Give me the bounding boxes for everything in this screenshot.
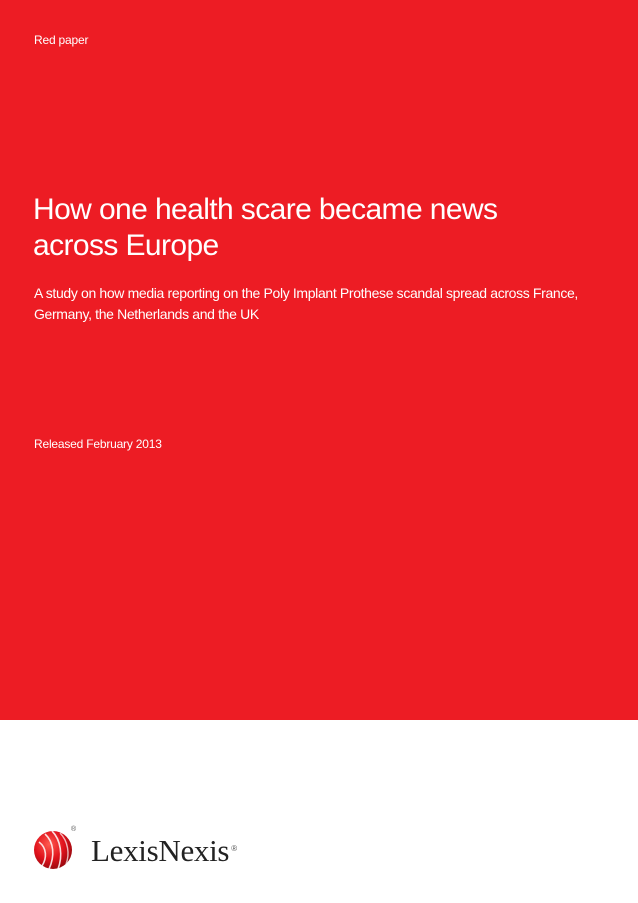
document-type-label: Red paper xyxy=(34,33,89,47)
logo-wordmark xyxy=(91,832,237,868)
logo-registered-mark: ® xyxy=(231,843,237,853)
logo-wordmark-text: LexisNexis xyxy=(91,832,230,868)
lexisnexis-globe-icon xyxy=(33,828,77,872)
release-date: Released February 2013 xyxy=(34,437,162,451)
page-subtitle: A study on how media reporting on the Poly Implant Prothese scandal spread across France, Germany, the Netherlands and the UK xyxy=(34,285,578,322)
lexisnexis-logo xyxy=(33,828,237,872)
registered-mark-icon: ® xyxy=(71,826,77,833)
page-title: How one health scare became news across Europe xyxy=(33,193,498,262)
